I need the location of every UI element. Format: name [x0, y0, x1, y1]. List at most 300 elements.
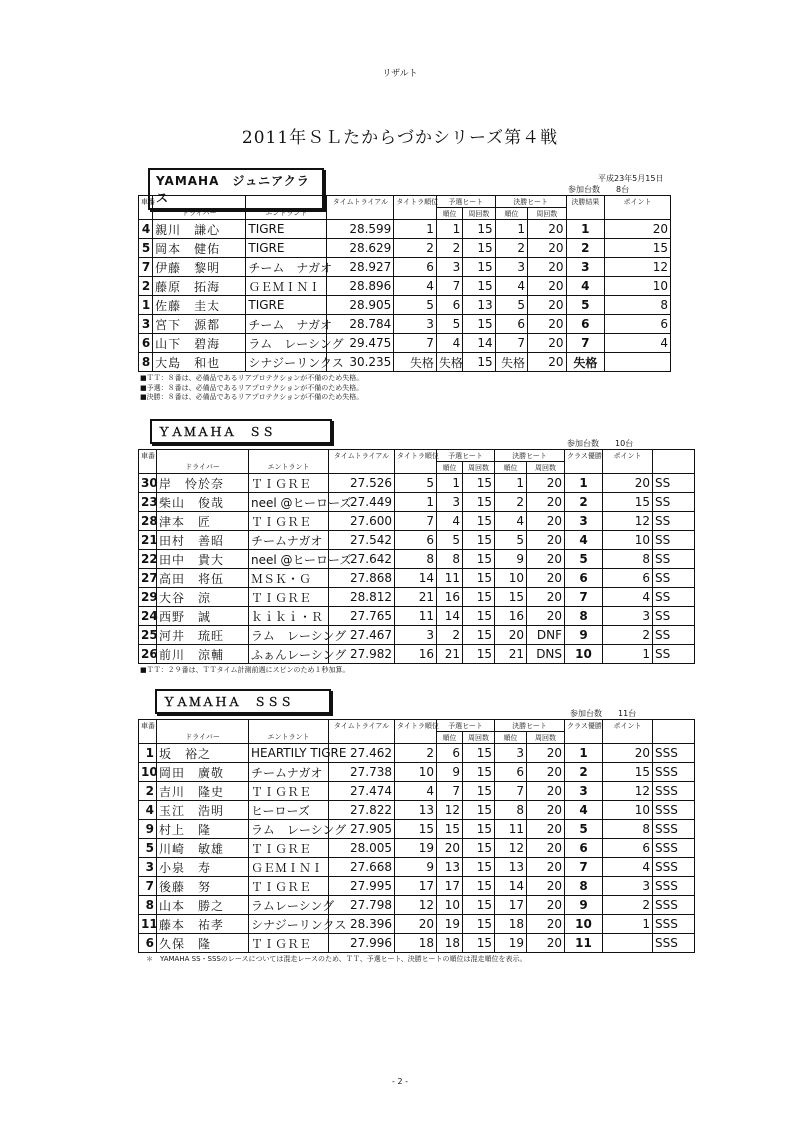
entrant-name: TIGRE: [246, 239, 327, 258]
tt-rank: 7: [394, 334, 437, 353]
heat-rank: 11: [437, 569, 463, 588]
tt-time: 28.927: [327, 258, 394, 277]
heat-laps: 15: [463, 220, 495, 239]
entrant-name: ヒーローズ: [249, 801, 329, 820]
heat-laps: 15: [463, 569, 495, 588]
entrant-name: ＧＥＭＩＮＩ: [246, 277, 327, 296]
note-line: ■ＴＴ：８番は、必備品であるリアプロテクションが不備のため失格。: [140, 374, 364, 382]
tt-rank: 2: [394, 239, 437, 258]
tt-time: 27.822: [329, 801, 395, 820]
tt-rank: 12: [395, 896, 437, 915]
final-rank: 4: [495, 277, 527, 296]
driver-name: 玉江 浩明: [157, 801, 249, 820]
class-label: SSS: [653, 782, 695, 801]
hdr-final: 決勝ヒート: [495, 196, 566, 208]
heat-laps: 15: [463, 588, 495, 607]
tt-time: 27.868: [329, 569, 395, 588]
note-line: ■決勝：８番は、必備品であるリアプロテクションが不備のため失格。: [140, 393, 364, 401]
tt-rank: 2: [395, 744, 437, 763]
driver-name: 西野 誠: [157, 607, 249, 626]
heat-laps: 15: [463, 934, 495, 953]
class-label: SSS: [653, 820, 695, 839]
result: 9: [565, 626, 603, 645]
tt-time: 27.542: [329, 531, 395, 550]
points: 8: [605, 296, 671, 315]
heat-rank: 4: [436, 334, 462, 353]
class-label: SSS: [653, 934, 695, 953]
note-line: ＊ YAMAHA SS・SSSのレースについては混走レースのため、ＴＴ、予選ヒート、決勝ヒートの順位は混走順位を表示。: [146, 955, 527, 963]
points: [605, 353, 671, 372]
car-number: 30: [139, 474, 157, 493]
class-label: SS: [653, 550, 695, 569]
driver-name: 田村 善昭: [157, 531, 249, 550]
points: 4: [605, 334, 671, 353]
final-laps: 20: [527, 877, 565, 896]
hdr-car-no: 車番: [139, 450, 157, 462]
points: 12: [605, 258, 671, 277]
tt-time: 27.798: [329, 896, 395, 915]
heat-rank: 1: [437, 474, 463, 493]
table-row: [139, 645, 695, 664]
final-rank: 5: [495, 296, 527, 315]
car-number: 26: [139, 645, 157, 664]
hdr-heat-laps: 周回数: [463, 462, 495, 474]
final-laps: 20: [527, 934, 565, 953]
points: 15: [605, 239, 671, 258]
class-label: SSS: [653, 744, 695, 763]
final-rank: 3: [495, 744, 527, 763]
result: 10: [565, 915, 603, 934]
final-rank: 17: [495, 896, 527, 915]
tt-rank: 3: [394, 315, 437, 334]
points: 2: [603, 896, 653, 915]
heat-rank: 13: [437, 858, 463, 877]
hdr-entrant: エントラント: [249, 462, 329, 474]
car-number: 3: [139, 315, 153, 334]
points: 6: [603, 569, 653, 588]
heat-laps: 15: [463, 915, 495, 934]
tt-rank: 4: [394, 277, 437, 296]
tt-rank: 6: [394, 258, 437, 277]
tt-time: 27.462: [329, 744, 395, 763]
entrant-name: チームナガオ: [249, 763, 329, 782]
hdr-final: 決勝ヒート: [495, 450, 565, 462]
entrant-name: ラム レーシング: [249, 626, 329, 645]
tt-rank: 3: [395, 626, 437, 645]
entrant-name: ＴＩＧＲＥ: [249, 474, 329, 493]
final-rank: 1: [495, 474, 527, 493]
table-row: [139, 474, 695, 493]
car-number: 3: [139, 858, 157, 877]
tt-rank: 14: [395, 569, 437, 588]
result: 6: [566, 315, 605, 334]
car-number: 4: [139, 801, 157, 820]
tt-rank: 21: [395, 588, 437, 607]
tt-rank: 1: [394, 220, 437, 239]
heat-rank: 2: [437, 626, 463, 645]
entrant-name: ラムレーシング: [249, 896, 329, 915]
entrant-name: ｋｉｋｉ・Ｒ: [249, 607, 329, 626]
heat-laps: 15: [463, 493, 495, 512]
driver-name: 大島 和也: [153, 353, 246, 372]
points: 10: [603, 801, 653, 820]
page-header: リザルト: [382, 69, 418, 79]
car-number: 22: [139, 550, 157, 569]
heat-laps: 15: [463, 896, 495, 915]
heat-laps: 15: [463, 801, 495, 820]
result: 6: [565, 569, 603, 588]
tt-time: 27.982: [329, 645, 395, 664]
final-laps: 20: [527, 607, 565, 626]
heat-laps: 15: [463, 763, 495, 782]
final-rank: 10: [495, 569, 527, 588]
result: 2: [565, 493, 603, 512]
points: 8: [603, 820, 653, 839]
final-laps: 20: [528, 277, 567, 296]
driver-name: 山下 碧海: [153, 334, 246, 353]
heat-laps: 15: [463, 877, 495, 896]
driver-name: 岡本 健佑: [153, 239, 246, 258]
hdr-heat: 予選ヒート: [437, 450, 495, 462]
heat-rank: 6: [436, 296, 462, 315]
final-rank: 21: [495, 645, 527, 664]
result: 2: [565, 763, 603, 782]
final-laps: DNF: [527, 626, 565, 645]
driver-name: 田中 貴大: [157, 550, 249, 569]
tt-time: 28.005: [329, 839, 395, 858]
car-number: 23: [139, 493, 157, 512]
heat-rank: 20: [437, 839, 463, 858]
heat-laps: 15: [463, 239, 495, 258]
heat-laps: 15: [463, 474, 495, 493]
table-row: [139, 763, 695, 782]
hdr-tt-rank: タイトラ順位: [395, 450, 437, 462]
heat-rank: 5: [436, 315, 462, 334]
points: 12: [603, 782, 653, 801]
hdr-heat-laps: 周回数: [463, 732, 495, 744]
class-label: SSS: [653, 896, 695, 915]
table-row: [139, 626, 695, 645]
class-label: SSS: [653, 801, 695, 820]
tt-rank: 失格: [394, 353, 437, 372]
car-number: 27: [139, 569, 157, 588]
results-table-sss: [138, 719, 695, 953]
result: 1: [566, 220, 605, 239]
final-rank: 4: [495, 512, 527, 531]
tt-time: 27.668: [329, 858, 395, 877]
hdr-driver: ドライバー: [157, 462, 249, 474]
heat-laps: 13: [463, 296, 495, 315]
hdr-driver: ドライバー: [157, 732, 249, 744]
table-row: [139, 334, 671, 353]
entrant-name: TIGRE: [246, 296, 327, 315]
tt-rank: 7: [395, 512, 437, 531]
car-number: 7: [139, 877, 157, 896]
final-rank: 15: [495, 588, 527, 607]
results-table-ss: [138, 449, 695, 664]
points: 12: [603, 512, 653, 531]
heat-rank: 18: [437, 934, 463, 953]
points: 3: [603, 607, 653, 626]
table-row: [139, 353, 671, 372]
tt-time: 28.629: [327, 239, 394, 258]
class-label: SSS: [653, 877, 695, 896]
final-rank: 6: [495, 315, 527, 334]
tt-time: 27.526: [329, 474, 395, 493]
final-laps: 20: [527, 744, 565, 763]
heat-rank: 15: [437, 820, 463, 839]
tt-time: 28.784: [327, 315, 394, 334]
heat-laps: 15: [463, 258, 495, 277]
table-row: [139, 239, 671, 258]
result: 7: [566, 334, 605, 353]
final-rank: 2: [495, 239, 527, 258]
class-label: SS: [653, 645, 695, 664]
heat-laps: 15: [463, 744, 495, 763]
heat-laps: 15: [463, 839, 495, 858]
tt-time: 27.996: [329, 934, 395, 953]
hdr-final-laps: 周回数: [527, 462, 565, 474]
heat-laps: 15: [463, 820, 495, 839]
table-row: [139, 801, 695, 820]
tt-time: 28.896: [327, 277, 394, 296]
hdr-car-no: 車番: [139, 196, 153, 208]
heat-rank: 7: [436, 277, 462, 296]
result: 4: [565, 801, 603, 820]
tt-rank: 20: [395, 915, 437, 934]
points: 20: [603, 744, 653, 763]
hdr-time-trial: タイムトライアル: [329, 450, 395, 462]
tt-time: 27.467: [329, 626, 395, 645]
tt-rank: 15: [395, 820, 437, 839]
driver-name: 久保 隆: [157, 934, 249, 953]
entrant-name: チーム ナガオ: [246, 315, 327, 334]
points: 8: [603, 550, 653, 569]
table-row: [139, 277, 671, 296]
tt-rank: 11: [395, 607, 437, 626]
section-title-ss: ＹＡＭＡＨＡ ＳＳ: [150, 419, 332, 444]
final-rank: 6: [495, 763, 527, 782]
final-laps: 20: [527, 531, 565, 550]
hdr-class-win: クラス優勝: [565, 450, 603, 462]
final-rank: 7: [495, 782, 527, 801]
driver-name: 山本 勝之: [157, 896, 249, 915]
heat-rank: 1: [436, 220, 462, 239]
car-number: 5: [139, 239, 153, 258]
car-number: 2: [139, 277, 153, 296]
result: 失格: [566, 353, 605, 372]
heat-rank: 7: [437, 782, 463, 801]
driver-name: 小泉 寿: [157, 858, 249, 877]
table-row: [139, 896, 695, 915]
table-row: [139, 569, 695, 588]
class-label: SS: [653, 512, 695, 531]
hdr-heat-laps: 周回数: [463, 208, 495, 220]
driver-name: 宮下 源都: [153, 315, 246, 334]
tt-time: 27.642: [329, 550, 395, 569]
table-row: [139, 915, 695, 934]
points: 6: [603, 839, 653, 858]
final-laps: 20: [527, 474, 565, 493]
heat-rank: 8: [437, 550, 463, 569]
heat-rank: 19: [437, 915, 463, 934]
final-laps: 20: [528, 315, 567, 334]
entrant-name: ＴＩＧＲＥ: [249, 934, 329, 953]
entrant-name: neel @ヒーローズ: [249, 493, 329, 512]
heat-rank: 6: [437, 744, 463, 763]
tt-rank: 4: [395, 782, 437, 801]
heat-rank: 17: [437, 877, 463, 896]
driver-name: 村上 隆: [157, 820, 249, 839]
tt-time: 27.449: [329, 493, 395, 512]
heat-rank: 16: [437, 588, 463, 607]
table-row: [139, 531, 695, 550]
driver-name: 藤原 拓海: [153, 277, 246, 296]
driver-name: 親川 謙心: [153, 220, 246, 239]
tt-rank: 8: [395, 550, 437, 569]
tt-rank: 19: [395, 839, 437, 858]
table-row: [139, 820, 695, 839]
hdr-final-laps: 周回数: [527, 732, 565, 744]
driver-name: 高田 将伍: [157, 569, 249, 588]
points: 4: [603, 858, 653, 877]
final-laps: 20: [527, 858, 565, 877]
result: 2: [566, 239, 605, 258]
driver-name: 後藤 努: [157, 877, 249, 896]
tt-time: 27.600: [329, 512, 395, 531]
hdr-final-result: 決勝結果: [566, 196, 605, 208]
result: 11: [565, 934, 603, 953]
points: 2: [603, 626, 653, 645]
hdr-final-laps: 周回数: [528, 208, 567, 220]
class-label: SS: [653, 626, 695, 645]
car-number: 6: [139, 334, 153, 353]
participants-junior: 参加台数 8台: [568, 185, 630, 194]
final-laps: 20: [527, 588, 565, 607]
heat-rank: 3: [436, 258, 462, 277]
hdr-heat: 予選ヒート: [437, 720, 495, 732]
class-label: SS: [653, 588, 695, 607]
hdr-car-no: 車番: [139, 720, 157, 732]
hdr-tt-rank: タイトラ順位: [394, 196, 437, 208]
final-laps: 20: [527, 839, 565, 858]
points: 1: [603, 915, 653, 934]
result: 3: [565, 512, 603, 531]
points: 20: [605, 220, 671, 239]
final-laps: 20: [528, 258, 567, 277]
points: 15: [603, 763, 653, 782]
entrant-name: TIGRE: [246, 220, 327, 239]
car-number: 1: [139, 296, 153, 315]
final-laps: 20: [528, 220, 567, 239]
driver-name: 前川 涼輔: [157, 645, 249, 664]
driver-name: 藤本 祐孝: [157, 915, 249, 934]
final-laps: DNS: [527, 645, 565, 664]
entrant-name: ＴＩＧＲＥ: [249, 588, 329, 607]
car-number: 8: [139, 353, 153, 372]
final-rank: 失格: [495, 353, 527, 372]
final-laps: 20: [528, 296, 567, 315]
table-row: [139, 839, 695, 858]
final-rank: 2: [495, 493, 527, 512]
heat-rank: 失格: [436, 353, 462, 372]
final-laps: 20: [527, 801, 565, 820]
entrant-name: ラム レーシング: [249, 820, 329, 839]
heat-laps: 15: [463, 512, 495, 531]
tt-time: 27.738: [329, 763, 395, 782]
class-label: SS: [653, 569, 695, 588]
table-row: [139, 315, 671, 334]
table-row: [139, 493, 695, 512]
table-row: [139, 296, 671, 315]
final-laps: 20: [527, 915, 565, 934]
hdr-driver: ドライバー: [153, 208, 246, 220]
table-row: [139, 744, 695, 763]
entrant-name: ＴＩＧＲＥ: [249, 839, 329, 858]
table-row: [139, 258, 671, 277]
note-line: ■ＴＴ：２９番は、ＴＴタイム計測前週にスピンのため１秒加算。: [140, 666, 350, 674]
heat-rank: 10: [437, 896, 463, 915]
final-rank: 13: [495, 858, 527, 877]
car-number: 8: [139, 896, 157, 915]
tt-time: 30.235: [327, 353, 394, 372]
heat-rank: 4: [437, 512, 463, 531]
final-rank: 19: [495, 934, 527, 953]
final-laps: 20: [527, 820, 565, 839]
heat-rank: 9: [437, 763, 463, 782]
car-number: 11: [139, 915, 157, 934]
heat-laps: 15: [463, 607, 495, 626]
final-laps: 20: [528, 353, 567, 372]
final-laps: 20: [528, 239, 567, 258]
entrant-name: シナジーリンクス: [249, 915, 329, 934]
final-rank: 8: [495, 801, 527, 820]
table-row: [139, 934, 695, 953]
table-row: [139, 877, 695, 896]
hdr-heat-rank: 順位: [437, 732, 463, 744]
final-laps: 20: [527, 493, 565, 512]
final-rank: 14: [495, 877, 527, 896]
notes-sss: [146, 955, 527, 965]
tt-time: 27.905: [329, 820, 395, 839]
heat-rank: 12: [437, 801, 463, 820]
heat-laps: 15: [463, 782, 495, 801]
tt-time: 29.475: [327, 334, 394, 353]
heat-laps: 15: [463, 626, 495, 645]
result: 8: [565, 607, 603, 626]
final-rank: 7: [495, 334, 527, 353]
hdr-points: ポイント: [603, 450, 653, 462]
entrant-name: ＴＩＧＲＥ: [249, 782, 329, 801]
points: 1: [603, 645, 653, 664]
car-number: 5: [139, 839, 157, 858]
heat-laps: 15: [463, 550, 495, 569]
participants-sss: 参加台数 11台: [570, 709, 637, 718]
final-laps: 20: [527, 550, 565, 569]
heat-laps: 15: [463, 858, 495, 877]
hdr-final: 決勝ヒート: [495, 720, 565, 732]
heat-laps: 15: [463, 531, 495, 550]
hdr-final-rank: 順位: [495, 208, 527, 220]
entrant-name: ＴＩＧＲＥ: [249, 877, 329, 896]
class-label: SS: [653, 474, 695, 493]
result: 3: [565, 782, 603, 801]
class-label: SS: [653, 493, 695, 512]
car-number: 21: [139, 531, 157, 550]
hdr-points: ポイント: [603, 720, 653, 732]
result: 3: [566, 258, 605, 277]
hdr-heat-rank: 順位: [437, 462, 463, 474]
